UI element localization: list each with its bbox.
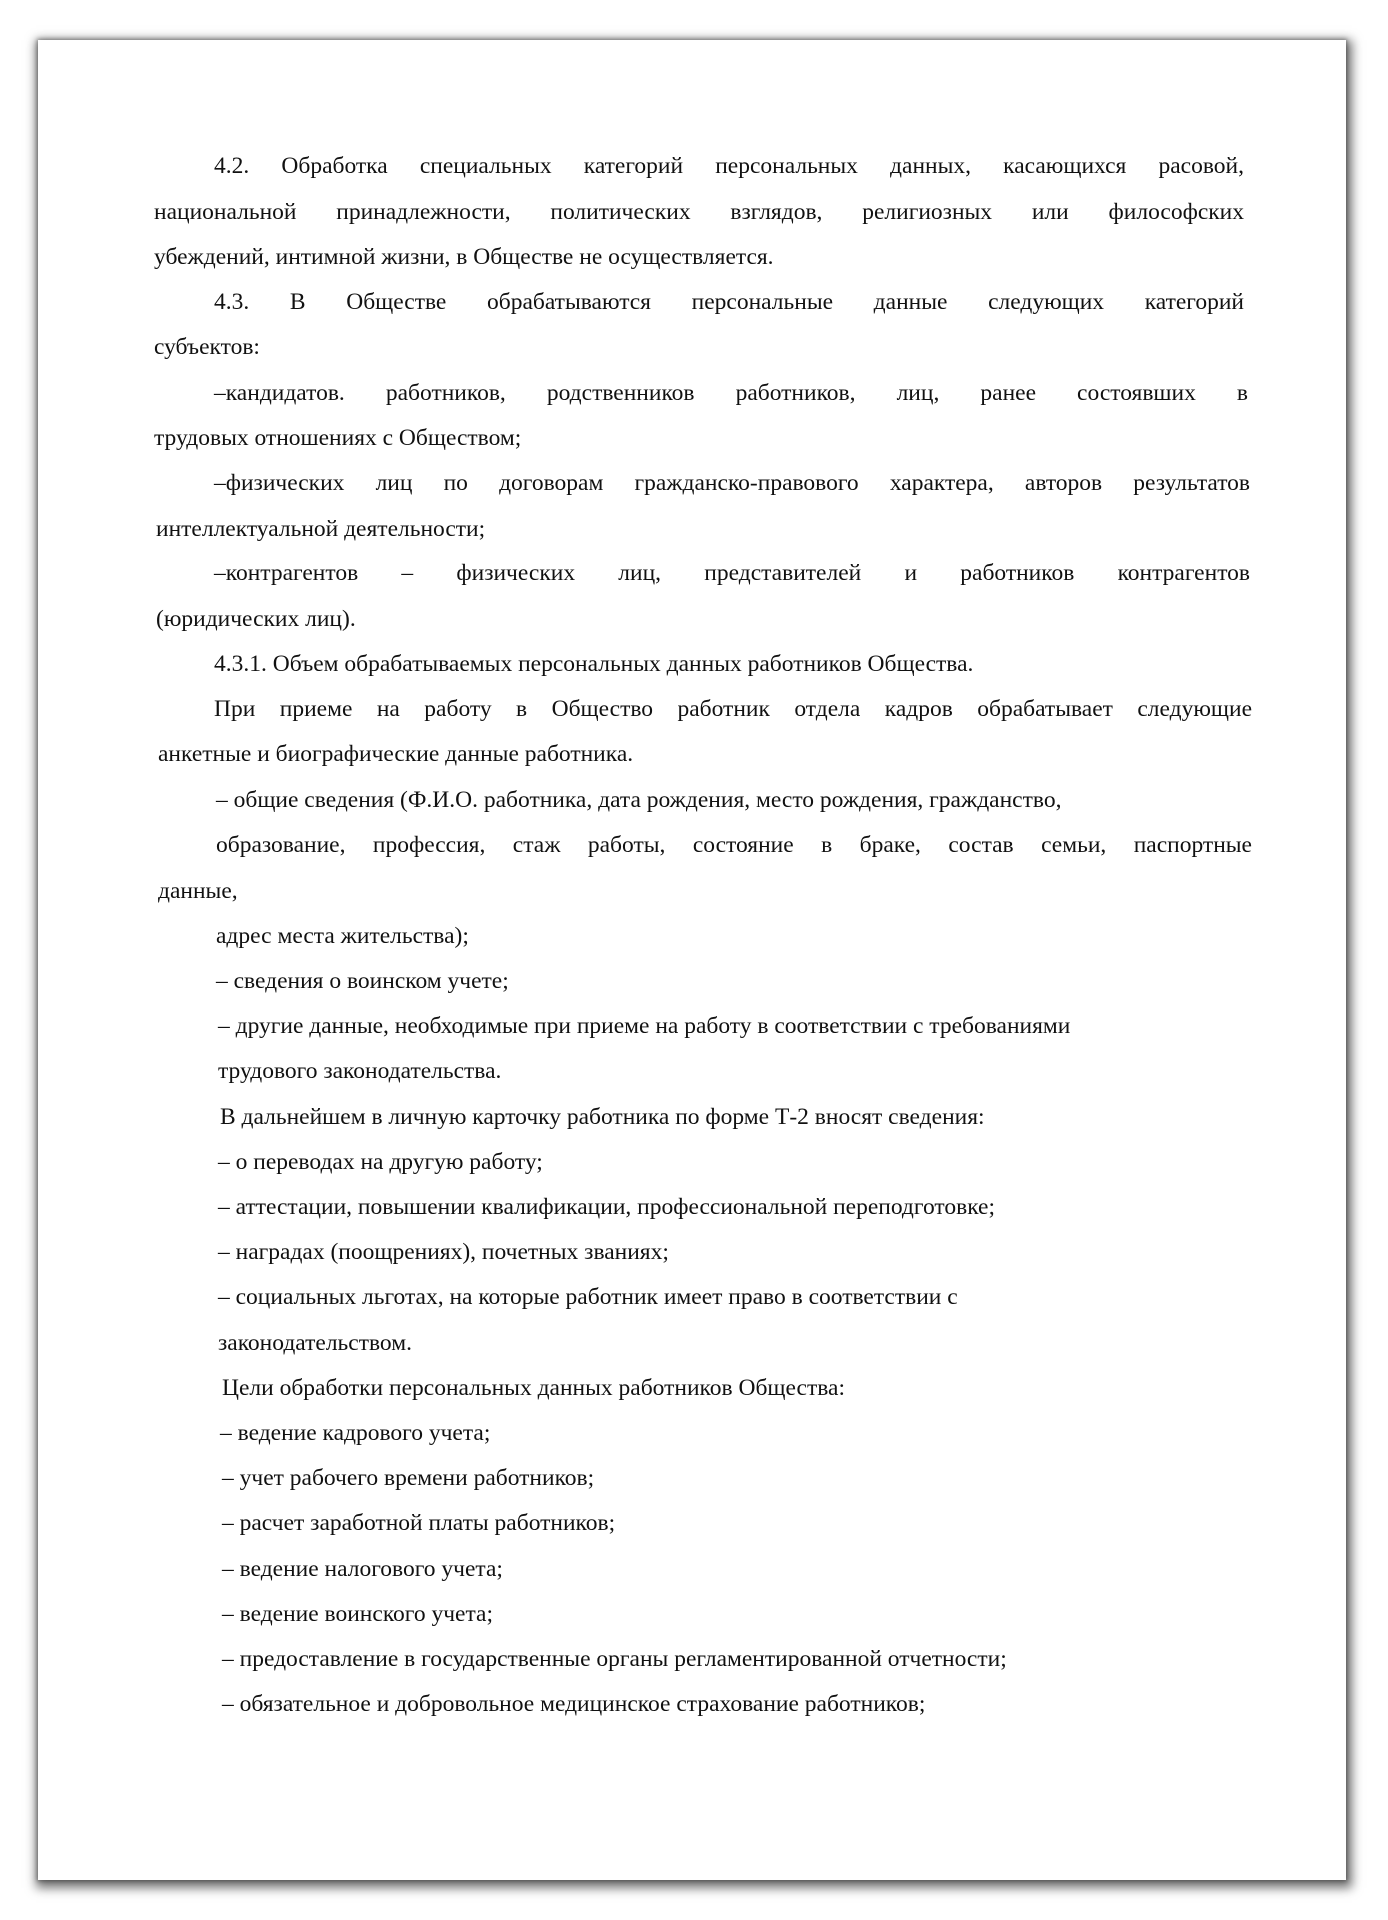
text-line: – наградах (поощрениях), почетных званиях; [218,1239,669,1265]
text-line: – сведения о воинском учете; [216,968,509,994]
text-line: – общие сведения (Ф.И.О. работника, дата рождения, место рождения, гражданство, [216,787,1062,813]
text-line: – учет рабочего времени работников; [222,1465,595,1491]
text-line: убеждений, интимной жизни, в Обществе не осуществляется. [154,244,774,270]
text-line: адрес места жительства); [216,923,469,949]
text-line: В дальнейшем в личную карточку работника по форме Т-2 вносят сведения: [220,1104,985,1130]
text-line: трудового законодательства. [218,1058,502,1084]
text-line: (юридических лиц). [156,606,356,632]
text-line: –кандидатов. работников, родственников работников, лиц, ранее состоявших в [214,380,1248,406]
text-line: 4.2. Обработка специальных категорий персональных данных, касающихся расовой, [214,153,1244,179]
text-line: анкетные и биографические данные работника. [158,741,634,767]
text-line: – социальных льготах, на которые работник имеет право в соответствии с [218,1284,958,1310]
text-line: интеллектуальной деятельности; [156,516,486,542]
text-line: законодательством. [218,1330,412,1356]
text-line: – ведение кадрового учета; [220,1420,491,1446]
text-line: – ведение воинского учета; [222,1601,493,1627]
text-line: образование, профессия, стаж работы, состояние в браке, состав семьи, паспортные [216,832,1252,858]
text-line: – другие данные, необходимые при приеме на работу в соответствии с требованиями [218,1013,1071,1039]
text-line: – расчет заработной платы работников; [222,1510,616,1536]
text-line: – аттестации, повышении квалификации, профессиональной переподготовке; [218,1194,995,1220]
text-line: Цели обработки персональных данных работников Общества: [222,1375,845,1401]
text-line: 4.3. В Обществе обрабатываются персональные данные следующих категорий [214,289,1244,315]
text-line: данные, [158,878,238,904]
text-line: – обязательное и добровольное медицинское страхование работников; [222,1691,926,1717]
text-line: – предоставление в государственные органы регламентированной отчетности; [222,1646,1007,1672]
text-line: 4.3.1. Объем обрабатываемых персональных данных работников Общества. [214,651,974,677]
text-line: – о переводах на другую работу; [218,1149,543,1175]
text-line: трудовых отношениях с Обществом; [154,425,522,451]
text-line: При приеме на работу в Общество работник отдела кадров обрабатывает следующие [214,696,1252,722]
text-line: –физических лиц по договорам гражданско-правового характера, авторов результатов [214,470,1250,496]
document-page [38,40,1346,1880]
text-line: национальной принадлежности, политических взглядов, религиозных или философских [154,199,1244,225]
text-line: субъектов: [154,334,260,360]
text-line: –контрагентов – физических лиц, представителей и работников контрагентов [214,560,1250,586]
text-line: – ведение налогового учета; [222,1556,503,1582]
